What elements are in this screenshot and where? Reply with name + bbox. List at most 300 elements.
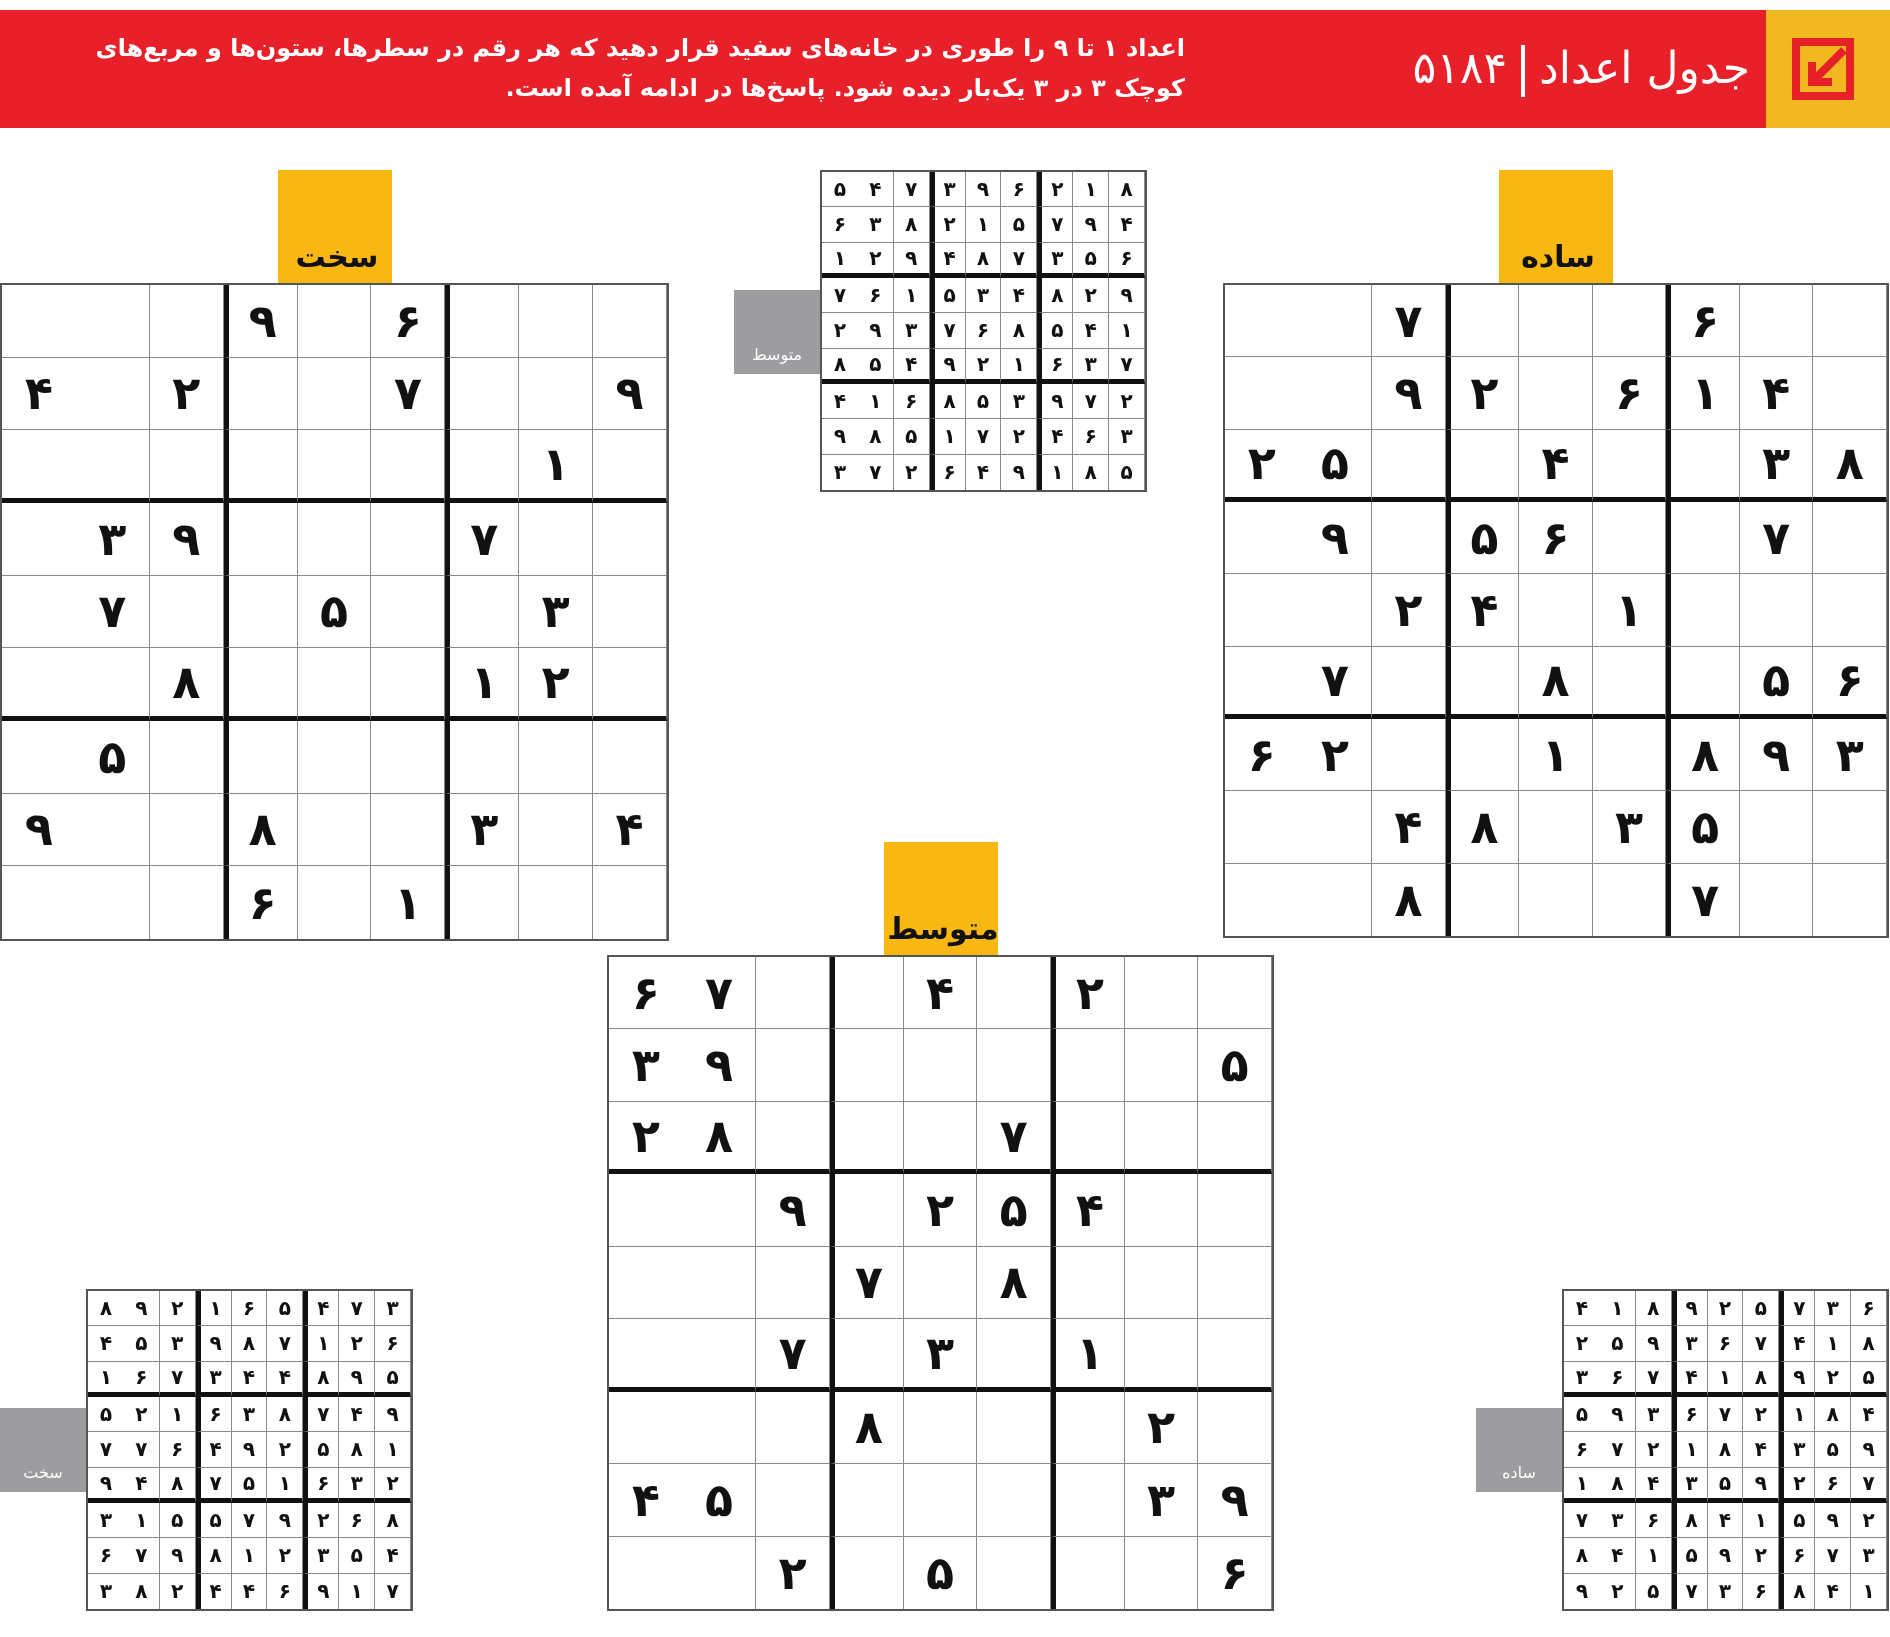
grid-cell: ۹: [1740, 719, 1814, 791]
grid-cell: ۹: [2, 794, 76, 867]
grid-cell: [445, 358, 519, 431]
grid-cell: ۷: [894, 172, 930, 207]
grid-cell: [904, 1392, 978, 1464]
grid-cell: ۸: [1037, 278, 1073, 313]
grid-cell: ۱: [519, 430, 593, 503]
grid-cell: ۹: [232, 1432, 268, 1467]
grid-cell: [1593, 502, 1667, 574]
grid-cell: [2, 503, 76, 576]
grid-cell: [904, 1247, 978, 1319]
grid-cell: ۲: [1372, 574, 1446, 646]
grid-cell: ۷: [822, 278, 858, 313]
grid-cell: ۴: [1446, 574, 1520, 646]
grid-cell: ۶: [1037, 349, 1073, 384]
grid-cell: [298, 430, 372, 503]
grid-cell: [1125, 1102, 1199, 1174]
grid-cell: ۵: [1446, 502, 1520, 574]
grid-cell: [224, 648, 298, 721]
grid-cell: ۵: [1198, 1029, 1272, 1101]
grid-cell: ۲: [124, 1397, 160, 1432]
grid-cell: ۵: [375, 1362, 411, 1397]
grid-cell: [1446, 719, 1520, 791]
grid-cell: [224, 358, 298, 431]
grid-cell: [830, 1174, 904, 1246]
grid-cell: [519, 285, 593, 358]
grid-cell: ۴: [1672, 1362, 1708, 1397]
grid-cell: ۷: [196, 1468, 232, 1503]
grid-cell: ۶: [1001, 172, 1037, 207]
grid-cell: ۲: [1743, 1538, 1779, 1573]
grid-cell: [1372, 647, 1446, 719]
grid-cell: ۵: [124, 1326, 160, 1361]
grid-cell: ۳: [1593, 791, 1667, 863]
grid-cell: ۹: [894, 243, 930, 278]
grid-cell: ۴: [1037, 419, 1073, 454]
grid-cell: ۱: [966, 207, 1002, 242]
grid-cell: ۵: [267, 1291, 303, 1326]
grid-cell: ۱: [1708, 1362, 1744, 1397]
grid-cell: [150, 576, 224, 649]
grid-cell: [1372, 719, 1446, 791]
instructions-text: اعداد ۱ تا ۹ را طوری در خانه‌های سفید قرار دهید که هر رقم در سطرها، ستون‌ها و مربع‌های کوچک ۳ در ۳ یک‌بار دیده شود. پاسخ‌ها در ادامه آمده است.: [95, 34, 1185, 102]
grid-cell: ۳: [1672, 1326, 1708, 1361]
easy-label: ساده: [1521, 240, 1595, 275]
grid-cell: ۸: [977, 1247, 1051, 1319]
grid-cell: ۶: [1073, 419, 1109, 454]
grid-cell: [1299, 864, 1373, 936]
grid-cell: ۴: [196, 1432, 232, 1467]
grid-cell: [1225, 791, 1299, 863]
grid-cell: ۶: [1198, 1537, 1272, 1609]
medium-label: متوسط: [887, 912, 999, 947]
grid-cell: ۲: [822, 313, 858, 348]
grid-cell: [683, 1537, 757, 1609]
grid-cell: ۲: [858, 243, 894, 278]
medium-answer-tab: متوسط: [734, 290, 820, 374]
grid-cell: ۸: [224, 794, 298, 867]
grid-cell: [298, 503, 372, 576]
grid-cell: ۵: [894, 419, 930, 454]
grid-cell: ۳: [1813, 719, 1887, 791]
grid-cell: ۵: [1299, 430, 1373, 502]
grid-cell: [1593, 430, 1667, 502]
grid-cell: ۲: [160, 1291, 196, 1326]
grid-cell: ۲: [303, 1503, 339, 1538]
grid-cell: ۳: [1851, 1538, 1887, 1573]
grid-cell: [1198, 1247, 1272, 1319]
grid-cell: ۱: [1564, 1468, 1600, 1503]
grid-cell: ۶: [1564, 1432, 1600, 1467]
grid-cell: ۵: [1037, 313, 1073, 348]
grid-cell: [150, 721, 224, 794]
grid-cell: [76, 358, 150, 431]
grid-cell: ۶: [1600, 1362, 1636, 1397]
grid-cell: [830, 1537, 904, 1609]
grid-cell: [2, 721, 76, 794]
grid-cell: ۱: [339, 1574, 375, 1609]
grid-cell: ۳: [904, 1319, 978, 1391]
grid-cell: ۸: [1600, 1468, 1636, 1503]
grid-cell: ۷: [124, 1432, 160, 1467]
grid-cell: [224, 721, 298, 794]
grid-cell: ۶: [966, 313, 1002, 348]
grid-cell: [1740, 574, 1814, 646]
grid-cell: [224, 503, 298, 576]
grid-cell: [1593, 864, 1667, 936]
grid-cell: [298, 721, 372, 794]
grid-cell: [1519, 574, 1593, 646]
grid-cell: ۱: [1073, 172, 1109, 207]
grid-cell: [593, 648, 667, 721]
grid-cell: ۴: [822, 384, 858, 419]
grid-cell: [756, 1029, 830, 1101]
grid-cell: ۳: [1708, 1574, 1744, 1609]
grid-cell: ۳: [966, 278, 1002, 313]
grid-cell: ۹: [224, 285, 298, 358]
grid-cell: ۷: [160, 1362, 196, 1397]
grid-cell: ۵: [1779, 1503, 1815, 1538]
grid-cell: ۲: [609, 1102, 683, 1174]
grid-cell: ۹: [1037, 384, 1073, 419]
grid-cell: [1666, 647, 1740, 719]
grid-cell: ۵: [1740, 647, 1814, 719]
header-bar: [0, 10, 1890, 128]
grid-cell: [977, 1029, 1051, 1101]
grid-cell: ۳: [1001, 384, 1037, 419]
grid-cell: ۷: [371, 358, 445, 431]
grid-cell: [150, 794, 224, 867]
grid-cell: ۸: [966, 243, 1002, 278]
grid-cell: ۸: [894, 207, 930, 242]
grid-cell: ۷: [1708, 1397, 1744, 1432]
grid-cell: ۲: [894, 455, 930, 490]
grid-cell: ۲: [1299, 719, 1373, 791]
grid-cell: [445, 866, 519, 939]
grid-cell: ۸: [1815, 1397, 1851, 1432]
grid-cell: ۸: [1446, 791, 1520, 863]
grid-cell: [1666, 574, 1740, 646]
grid-cell: ۴: [1740, 357, 1814, 429]
grid-cell: [1813, 791, 1887, 863]
grid-cell: [1051, 1247, 1125, 1319]
grid-cell: ۴: [232, 1362, 268, 1397]
grid-cell: ۹: [966, 172, 1002, 207]
grid-cell: ۹: [1372, 357, 1446, 429]
grid-cell: ۲: [930, 207, 966, 242]
title-separator: [1521, 45, 1525, 97]
grid-cell: ۲: [1815, 1362, 1851, 1397]
grid-cell: ۴: [1743, 1432, 1779, 1467]
grid-cell: [1125, 1029, 1199, 1101]
grid-cell: ۹: [1575, 1579, 1589, 1604]
grid-cell: ۴: [894, 349, 930, 384]
grid-cell: ۱: [1109, 313, 1145, 348]
grid-cell: ۸: [1672, 1503, 1708, 1538]
grid-cell: ۳: [196, 1362, 232, 1397]
grid-cell: ۷: [1636, 1362, 1672, 1397]
grid-cell: ۵: [822, 172, 858, 207]
grid-cell: ۱: [1519, 719, 1593, 791]
grid-cell: ۹: [1600, 1397, 1636, 1432]
grid-cell: ۳: [1073, 349, 1109, 384]
grid-cell: [1225, 574, 1299, 646]
grid-cell: [593, 503, 667, 576]
grid-cell: ۴: [930, 243, 966, 278]
grid-cell: [593, 721, 667, 794]
grid-cell: [977, 1319, 1051, 1391]
grid-cell: ۱: [1666, 357, 1740, 429]
grid-cell: ۷: [1372, 285, 1446, 357]
grid-cell: [1519, 285, 1593, 357]
grid-cell: [1813, 285, 1887, 357]
grid-cell: ۶: [1636, 1503, 1672, 1538]
grid-cell: ۲: [1600, 1574, 1636, 1609]
grid-cell: ۹: [1636, 1326, 1672, 1361]
grid-cell: ۹: [339, 1362, 375, 1397]
grid-cell: ۸: [1372, 864, 1446, 936]
grid-cell: [1225, 864, 1299, 936]
grid-cell: ۴: [2, 358, 76, 431]
grid-cell: ۳: [833, 460, 847, 485]
grid-cell: ۱: [822, 243, 858, 278]
grid-cell: ۹: [593, 358, 667, 431]
grid-cell: ۵: [930, 278, 966, 313]
grid-cell: ۶: [267, 1574, 303, 1609]
grid-cell: [683, 1247, 757, 1319]
grid-cell: [904, 1102, 978, 1174]
grid-cell: [76, 430, 150, 503]
grid-cell: [977, 1464, 1051, 1536]
grid-cell: [298, 358, 372, 431]
grid-cell: [756, 1247, 830, 1319]
grid-cell: ۶: [1225, 719, 1299, 791]
grid-cell: ۹: [683, 1029, 757, 1101]
grid-cell: [1051, 1392, 1125, 1464]
grid-cell: [830, 1464, 904, 1536]
grid-cell: ۸: [1564, 1538, 1600, 1573]
grid-cell: ۱: [196, 1291, 232, 1326]
grid-cell: ۳: [858, 207, 894, 242]
grid-cell: ۶: [822, 207, 858, 242]
grid-cell: ۶: [1593, 357, 1667, 429]
grid-cell: ۲: [267, 1432, 303, 1467]
grid-cell: ۴: [1564, 1291, 1600, 1326]
grid-cell: ۴: [339, 1397, 375, 1432]
grid-cell: ۱: [1851, 1574, 1887, 1609]
easy-puzzle-grid: [1223, 283, 1889, 938]
grid-cell: ۹: [822, 419, 858, 454]
grid-cell: [1446, 430, 1520, 502]
grid-cell: ۹: [930, 349, 966, 384]
grid-cell: ۵: [160, 1503, 196, 1538]
grid-cell: ۵: [76, 721, 150, 794]
grid-cell: [1198, 1174, 1272, 1246]
page-title: [1413, 36, 1750, 102]
grid-cell: ۵: [1815, 1432, 1851, 1467]
grid-cell: ۸: [683, 1102, 757, 1174]
grid-cell: ۳: [1125, 1464, 1199, 1536]
grid-cell: [1125, 1247, 1199, 1319]
grid-cell: ۹: [1073, 207, 1109, 242]
grid-cell: [1740, 285, 1814, 357]
grid-cell: [1813, 502, 1887, 574]
grid-cell: ۷: [756, 1319, 830, 1391]
grid-cell: ۵: [904, 1537, 978, 1609]
grid-cell: ۶: [1743, 1574, 1779, 1609]
grid-cell: [830, 1029, 904, 1101]
grid-cell: ۶: [609, 957, 683, 1029]
grid-cell: ۲: [1051, 957, 1125, 1029]
grid-cell: ۹: [1001, 455, 1037, 490]
arrow-icon: [1766, 10, 1890, 128]
grid-cell: ۶: [303, 1468, 339, 1503]
grid-cell: [1051, 1464, 1125, 1536]
grid-cell: [1299, 285, 1373, 357]
hard-puzzle-grid: [0, 283, 669, 941]
grid-cell: [2, 576, 76, 649]
grid-cell: ۱: [1600, 1291, 1636, 1326]
grid-cell: ۸: [232, 1326, 268, 1361]
grid-cell: ۷: [339, 1291, 375, 1326]
grid-cell: ۳: [1740, 430, 1814, 502]
title-name: جدول اعداد: [1539, 43, 1750, 94]
grid-cell: ۳: [232, 1397, 268, 1432]
easy-answer-tab: ساده: [1476, 1408, 1562, 1492]
grid-cell: ۸: [1708, 1432, 1744, 1467]
grid-cell: ۲: [150, 358, 224, 431]
grid-cell: ۴: [1001, 278, 1037, 313]
grid-cell: [609, 1247, 683, 1319]
grid-cell: [609, 1174, 683, 1246]
grid-cell: [371, 576, 445, 649]
grid-cell: [756, 1464, 830, 1536]
grid-cell: ۸: [1779, 1574, 1815, 1609]
grid-cell: ۴: [1779, 1326, 1815, 1361]
grid-cell: ۴: [88, 1326, 124, 1361]
grid-cell: ۳: [1564, 1362, 1600, 1397]
grid-cell: ۵: [1636, 1574, 1672, 1609]
grid-cell: [371, 503, 445, 576]
grid-cell: ۹: [1815, 1503, 1851, 1538]
grid-cell: ۹: [1779, 1362, 1815, 1397]
grid-cell: [150, 285, 224, 358]
grid-cell: ۴: [609, 1464, 683, 1536]
grid-cell: ۵: [196, 1503, 232, 1538]
medium-answer-grid: [820, 170, 1147, 492]
grid-cell: ۷: [1109, 349, 1145, 384]
grid-cell: [977, 1392, 1051, 1464]
grid-cell: ۸: [88, 1291, 124, 1326]
grid-cell: [609, 1319, 683, 1391]
grid-cell: [830, 1102, 904, 1174]
grid-cell: ۲: [1125, 1392, 1199, 1464]
grid-cell: ۸: [1851, 1326, 1887, 1361]
grid-cell: ۳: [1037, 243, 1073, 278]
grid-cell: [977, 1537, 1051, 1609]
grid-cell: [1299, 574, 1373, 646]
grid-cell: ۳: [99, 1579, 113, 1604]
grid-cell: [1125, 1537, 1199, 1609]
grid-cell: ۹: [1299, 502, 1373, 574]
grid-cell: [2, 430, 76, 503]
grid-cell: ۸: [160, 1468, 196, 1503]
grid-cell: ۶: [224, 866, 298, 939]
grid-cell: ۳: [1636, 1397, 1672, 1432]
grid-cell: ۸: [858, 419, 894, 454]
grid-cell: [1446, 285, 1520, 357]
grid-cell: ۵: [1851, 1362, 1887, 1397]
grid-cell: ۳: [339, 1468, 375, 1503]
grid-cell: ۳: [1600, 1503, 1636, 1538]
grid-cell: ۲: [1779, 1468, 1815, 1503]
grid-cell: ۴: [196, 1574, 232, 1609]
grid-cell: [1051, 1537, 1125, 1609]
grid-cell: ۷: [1073, 384, 1109, 419]
grid-cell: ۶: [1815, 1468, 1851, 1503]
grid-cell: [1125, 1174, 1199, 1246]
grid-cell: [756, 1392, 830, 1464]
grid-cell: ۷: [683, 957, 757, 1029]
hard-answer-grid: [86, 1289, 413, 1611]
grid-cell: ۷: [858, 455, 894, 490]
grid-cell: ۶: [1666, 285, 1740, 357]
grid-cell: ۹: [196, 1326, 232, 1361]
grid-cell: ۵: [298, 576, 372, 649]
grid-cell: [1519, 864, 1593, 936]
grid-cell: ۲: [1073, 278, 1109, 313]
grid-cell: [371, 648, 445, 721]
grid-cell: ۵: [966, 384, 1002, 419]
grid-cell: [76, 866, 150, 939]
grid-cell: ۱: [1051, 1319, 1125, 1391]
grid-cell: ۸: [1001, 313, 1037, 348]
grid-cell: [519, 503, 593, 576]
grid-cell: [593, 576, 667, 649]
grid-cell: ۲: [1225, 430, 1299, 502]
grid-cell: ۸: [930, 384, 966, 419]
grid-cell: [224, 576, 298, 649]
grid-cell: ۴: [232, 1574, 268, 1609]
grid-cell: [1740, 864, 1814, 936]
grid-cell: [1666, 430, 1740, 502]
grid-cell: ۲: [904, 1174, 978, 1246]
grid-cell: [371, 721, 445, 794]
grid-cell: [519, 721, 593, 794]
grid-cell: ۶: [1813, 647, 1887, 719]
grid-cell: ۳: [519, 576, 593, 649]
grid-cell: [683, 1174, 757, 1246]
grid-cell: ۳: [1109, 419, 1145, 454]
grid-cell: ۷: [1851, 1468, 1887, 1503]
grid-cell: ۷: [1743, 1326, 1779, 1361]
grid-cell: ۲: [1446, 357, 1520, 429]
grid-cell: ۱: [445, 648, 519, 721]
grid-cell: ۹: [858, 313, 894, 348]
grid-cell: ۳: [894, 313, 930, 348]
grid-cell: ۸: [1666, 719, 1740, 791]
grid-cell: ۶: [371, 285, 445, 358]
grid-cell: ۱: [930, 419, 966, 454]
grid-cell: [150, 430, 224, 503]
grid-cell: ۴: [1109, 207, 1145, 242]
grid-cell: ۹: [1851, 1432, 1887, 1467]
grid-cell: ۴: [1372, 791, 1446, 863]
grid-cell: ۲: [1743, 1397, 1779, 1432]
grid-cell: ۲: [375, 1468, 411, 1503]
grid-cell: [1593, 719, 1667, 791]
grid-cell: ۷: [124, 1538, 160, 1573]
grid-cell: [683, 1319, 757, 1391]
